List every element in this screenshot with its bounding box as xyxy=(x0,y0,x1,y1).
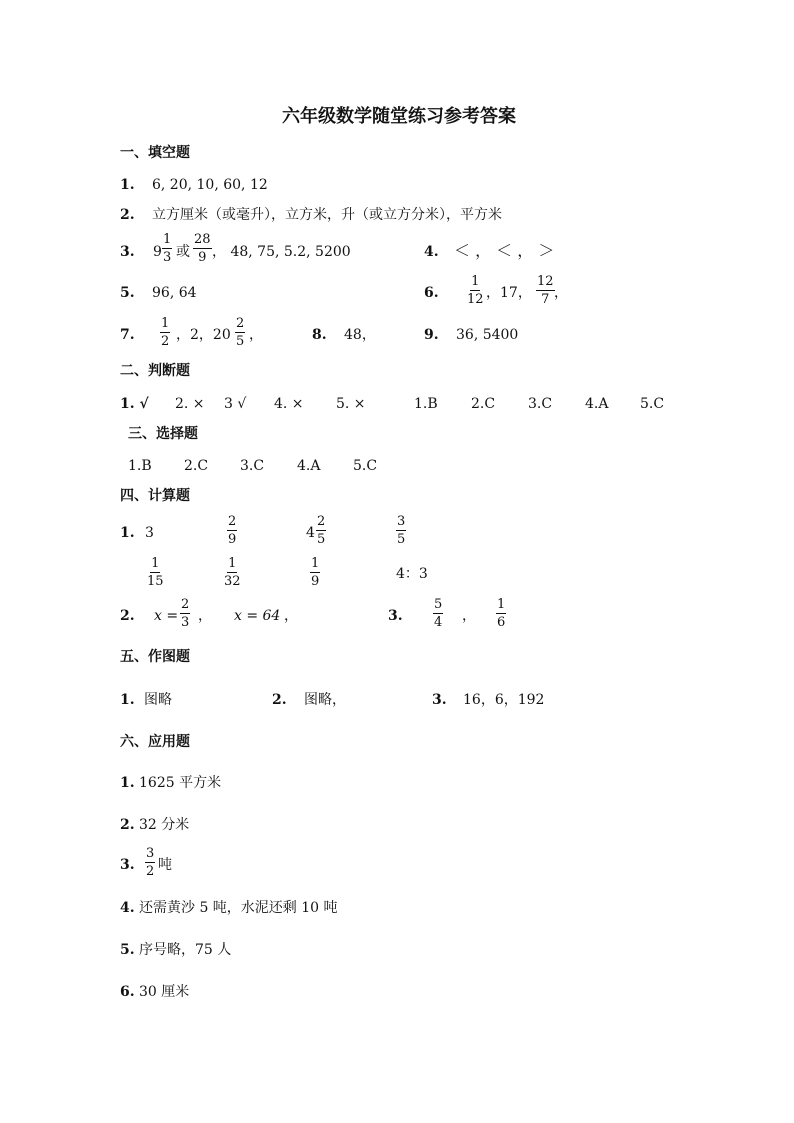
fraction-denominator: 5 xyxy=(397,532,406,547)
question-number: 8. xyxy=(312,327,327,343)
question-number: 5. xyxy=(120,942,135,958)
fraction xyxy=(180,598,190,629)
question-number: 2. xyxy=(120,817,135,833)
section-heading-fill-blank: 一、填空题 xyxy=(120,145,190,161)
fraction xyxy=(223,557,242,588)
fraction-numerator: 28 xyxy=(194,232,211,247)
fraction-numerator: 3 xyxy=(397,514,406,529)
fraction-denominator: 32 xyxy=(224,574,241,589)
answer-text: ， xyxy=(462,608,476,624)
answer-text: ， 48, 75, 5.2, 5200 xyxy=(212,244,351,260)
judge-answer: 2. × xyxy=(175,396,205,412)
answer-text: 48， xyxy=(344,327,376,343)
answer-text: 序号略，75 人 xyxy=(139,942,232,958)
answer-unit: 吨 xyxy=(158,857,172,873)
question-number: 1. xyxy=(120,692,135,708)
answer-text: 30 厘米 xyxy=(139,984,190,1000)
answer-text: ， xyxy=(554,285,568,301)
fraction xyxy=(310,557,320,588)
fraction-numerator: 1 xyxy=(151,556,160,571)
choice-answer: 3.C xyxy=(240,458,265,474)
answer-text: ， xyxy=(284,608,298,624)
fraction-denominator: 4 xyxy=(434,615,443,630)
question-number: 3. xyxy=(120,244,135,260)
equation-lhs: x = xyxy=(154,608,179,624)
fraction-numerator: 1 xyxy=(163,232,172,247)
question-number: 6. xyxy=(424,285,439,301)
fraction xyxy=(496,598,506,629)
choice-answer: 5.C xyxy=(640,396,665,412)
fraction-numerator: 1 xyxy=(497,597,506,612)
fraction-denominator: 9 xyxy=(198,250,207,265)
choice-answer: 1.B xyxy=(414,396,438,412)
question-number: 2. xyxy=(272,692,287,708)
question-number: 4. xyxy=(120,900,135,916)
fraction-numerator: 2 xyxy=(181,597,190,612)
answer-text: 立方厘米（或毫升），立方米，升（或立方分米），平方米 xyxy=(152,207,502,223)
question-number: 2. xyxy=(120,207,135,223)
question-number: 7. xyxy=(120,327,135,343)
mixed-number-whole: 4 xyxy=(306,525,315,541)
fraction-denominator: 15 xyxy=(147,574,164,589)
answer-text: 还需黄沙 5 吨，水泥还剩 10 吨 xyxy=(139,900,338,916)
mixed-number-whole: 9 xyxy=(153,244,162,260)
answer-text: 图略 xyxy=(144,692,172,708)
question-number: 9. xyxy=(424,327,439,343)
equation: x = 64 xyxy=(234,608,281,624)
question-number: 6. xyxy=(120,984,135,1000)
ratio-answer: 4：3 xyxy=(396,566,428,582)
judge-answer: 4. × xyxy=(274,396,304,412)
section-heading-multiple-choice: 三、选择题 xyxy=(128,426,198,442)
question-number: 4. xyxy=(424,244,439,260)
fraction-denominator: 3 xyxy=(181,615,190,630)
fraction xyxy=(146,557,165,588)
choice-answer: 3.C xyxy=(528,396,553,412)
question-number: 1. xyxy=(120,775,135,791)
fraction-denominator: 6 xyxy=(497,615,506,630)
fraction xyxy=(466,275,485,306)
section-heading-true-false: 二、判断题 xyxy=(120,363,190,379)
judge-answer: 1. √ xyxy=(120,396,149,412)
answer-text: 16，6，192 xyxy=(463,692,545,708)
fraction-numerator: 3 xyxy=(146,846,155,861)
choice-answer: 2.C xyxy=(184,458,209,474)
fraction xyxy=(227,515,237,546)
answer-text: 96, 64 xyxy=(152,285,197,301)
fraction xyxy=(536,275,555,306)
section-heading-drawing: 五、作图题 xyxy=(120,649,190,665)
choice-answer: 4.A xyxy=(585,396,609,412)
fraction-denominator: 2 xyxy=(146,864,155,879)
fraction-numerator: 2 xyxy=(228,514,237,529)
fraction-numerator: 1 xyxy=(311,556,320,571)
answer-text: 3 xyxy=(145,525,154,541)
question-number: 5. xyxy=(120,285,135,301)
fraction xyxy=(396,515,406,546)
answer-text: 32 分米 xyxy=(139,817,190,833)
judge-answer: 5. × xyxy=(336,396,366,412)
fraction xyxy=(193,233,212,264)
question-number: 3. xyxy=(388,608,403,624)
page-title: 六年级数学随堂练习参考答案 xyxy=(282,106,516,127)
question-number: 2. xyxy=(120,608,135,624)
fraction-denominator: 2 xyxy=(161,334,170,349)
fraction-denominator: 12 xyxy=(467,292,484,307)
answer-text: 6, 20, 10, 60, 12 xyxy=(152,177,268,193)
judge-answer: 3 √ xyxy=(224,396,247,412)
fraction-numerator: 1 xyxy=(228,556,237,571)
answer-text: 1625 平方米 xyxy=(139,775,222,791)
fraction xyxy=(145,847,155,878)
choice-answer: 1.B xyxy=(128,458,152,474)
answer-text: ，17， xyxy=(486,285,532,301)
fraction-numerator: 1 xyxy=(161,316,170,331)
fraction xyxy=(316,515,326,546)
section-heading-calculation: 四、计算题 xyxy=(120,488,190,504)
fraction-numerator: 1 xyxy=(471,274,480,289)
fraction xyxy=(162,233,172,264)
question-number: 1. xyxy=(120,177,135,193)
answer-text: ＜ ， ＜ ， ＞ xyxy=(454,241,555,260)
fraction xyxy=(235,317,245,348)
answer-text: 或 xyxy=(176,244,190,260)
answer-text: 图略， xyxy=(304,692,346,708)
fraction-denominator: 5 xyxy=(317,532,326,547)
fraction-denominator: 7 xyxy=(541,292,550,307)
question-number: 1. xyxy=(120,525,135,541)
fraction-denominator: 9 xyxy=(228,532,237,547)
question-number: 3. xyxy=(432,692,447,708)
answer-text: 36, 5400 xyxy=(456,327,519,343)
fraction-numerator: 12 xyxy=(537,274,554,289)
fraction-denominator: 5 xyxy=(236,334,245,349)
answer-text: ， xyxy=(198,608,212,624)
choice-answer: 2.C xyxy=(471,396,496,412)
fraction xyxy=(160,317,170,348)
question-number: 3. xyxy=(120,857,135,873)
choice-answer: 4.A xyxy=(297,458,321,474)
choice-answer: 5.C xyxy=(353,458,378,474)
fraction-numerator: 2 xyxy=(236,316,245,331)
fraction-numerator: 5 xyxy=(434,597,443,612)
answer-text: ，2，20 xyxy=(176,327,231,343)
fraction-numerator: 2 xyxy=(317,514,326,529)
fraction xyxy=(433,598,443,629)
fraction-denominator: 3 xyxy=(163,250,172,265)
answer-text: ， xyxy=(249,327,263,343)
section-heading-application: 六、应用题 xyxy=(120,734,190,750)
fraction-denominator: 9 xyxy=(311,574,320,589)
